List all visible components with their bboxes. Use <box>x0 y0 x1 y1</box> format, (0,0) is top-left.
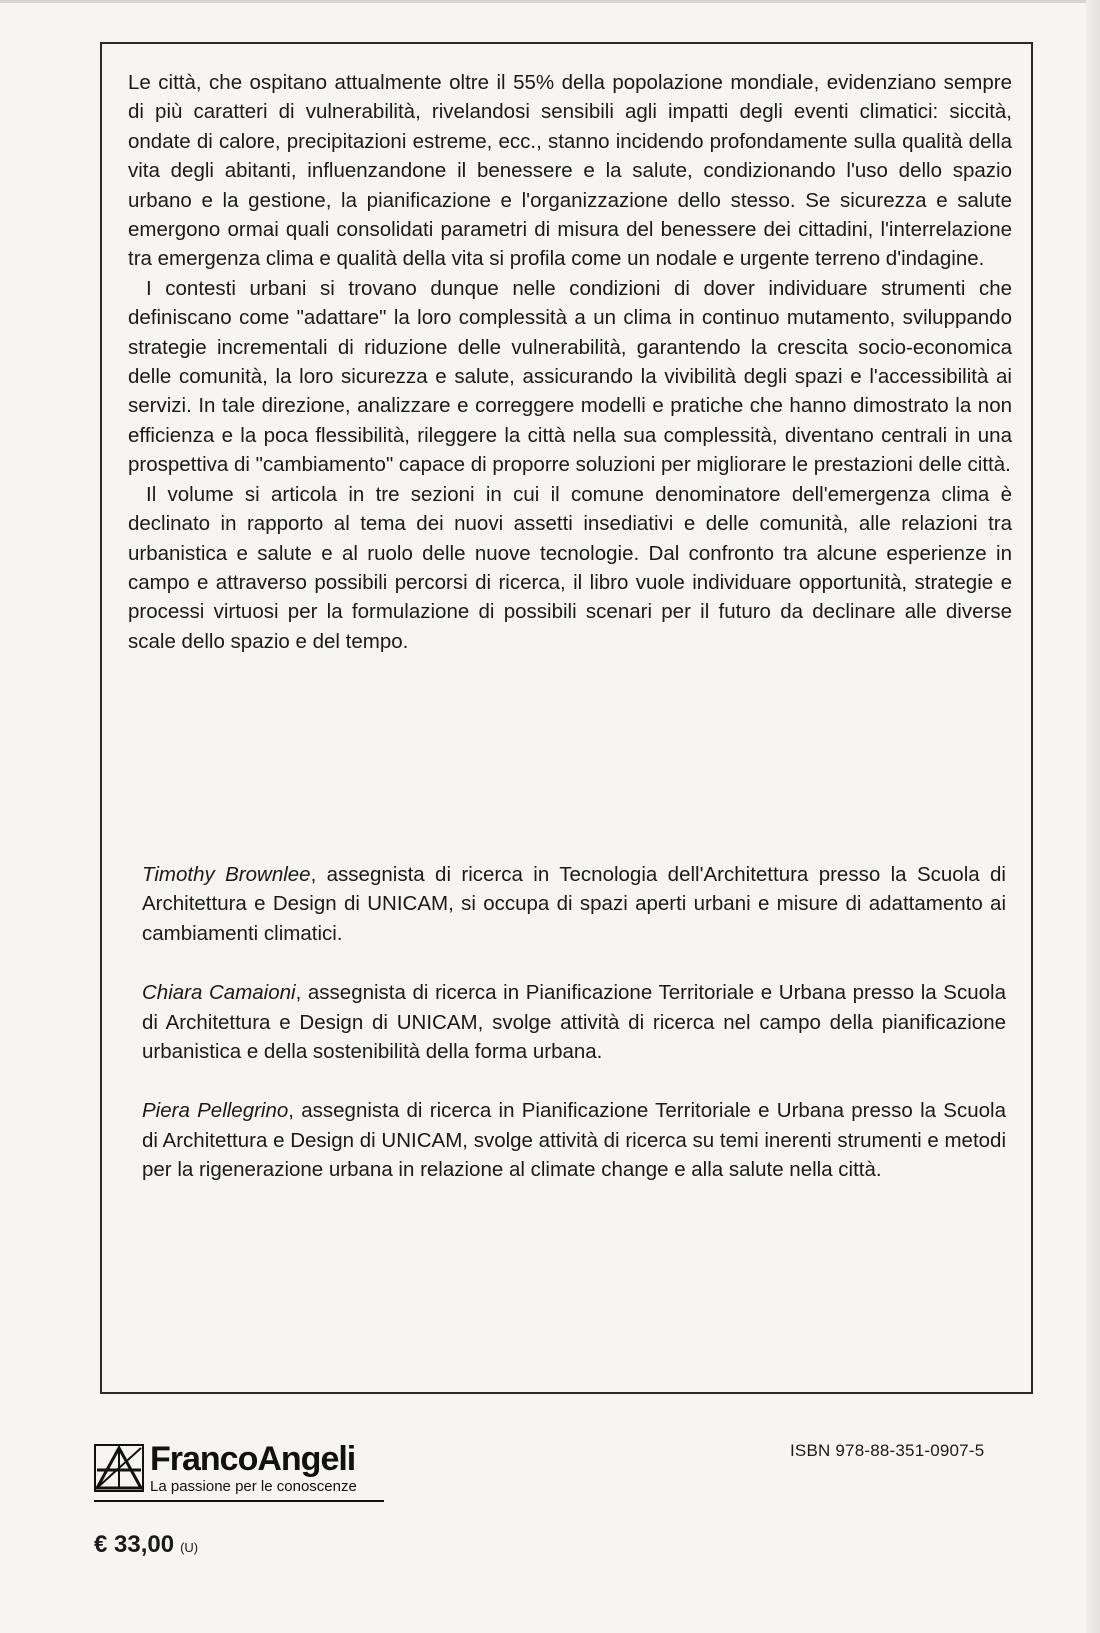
price-amount: € 33,00 <box>94 1531 175 1558</box>
author-bio-text: , assegnista di ricerca in Pianificazione Territoriale e Urbana presso la Scuola di Architettura e Design di UNICAM, svolge attività di ricerca su temi inerenti strumenti e metodi per la rigenerazione urbana in relazione al climate change e alla salute nella città. <box>142 1099 1006 1182</box>
francoangeli-logo-icon <box>94 1444 144 1492</box>
publisher-name: FrancoAngeli <box>150 1440 356 1478</box>
blurb-paragraph-1: Le città, che ospitano attualmente oltre il 55% della popolazione mondiale, evidenziano sempre di più caratteri di vulnerabilità, rivelandosi sensibili agli impatti degli eventi climatici: siccità, ondate di calore, precipitazioni estreme, ecc., stanno incidendo profondamente sulla qualità della vita degli abitanti, influenzandone il benessere e la salute, condizionando l'uso dello spazio urbano e la gestione, la pianificazione e l'organizzazione dello stesso. Se sicurezza e salute emergono ormai quali consolidati parametri di misura del benessere dei cittadini, l'interrelazione tra emergenza clima e qualità della vita si profila come un nodale e urgente terreno d'indagine. <box>128 71 1012 271</box>
author-bios <box>142 860 1006 1215</box>
author-bio-text: , assegnista di ricerca in Pianificazione Territoriale e Urbana presso la Scuola di Architettura e Design di UNICAM, svolge attività di ricerca nel campo della pianificazione urbanistica e della sostenibilità della forma urbana. <box>142 981 1006 1064</box>
price-tag <box>94 1531 198 1559</box>
isbn-code: ISBN 978-88-351-0907-5 <box>790 1441 985 1460</box>
author-bio <box>142 860 1006 948</box>
publisher-tagline: La passione per le conoscenze <box>150 1478 357 1495</box>
author-bio <box>142 1096 1006 1184</box>
price-code: (U) <box>180 1540 199 1555</box>
blurb-paragraph-3: Il volume si articola in tre sezioni in cui il comune denominatore dell'emergenza clima è declinato in rapporto al tema dei nuovi assetti insediativi e delle comunità, alle relazioni tra urbanistica e salute e al ruolo delle nuove tecnologie. Dal confronto tra alcune esperienze in campo e attraverso possibili percorsi di ricerca, il libro vuole individuare opportunità, strategie e processi virtuosi per la formulazione di possibili scenari per il futuro da declinare alle diverse scale dello spazio e del tempo. <box>128 482 1012 653</box>
publisher-logo <box>94 1440 384 1514</box>
author-name: Piera Pellegrino <box>142 1099 289 1123</box>
logo-underline <box>94 1500 384 1502</box>
page-right-edge <box>1086 0 1100 1633</box>
author-bio-text: , assegnista di ricerca in Tecnologia dell'Architettura presso la Scuola di Architettura e Design di UNICAM, si occupa di spazi aperti urbani e misure di adattamento ai cambiamenti climatici. <box>142 863 1006 945</box>
page-top-edge <box>0 0 1100 3</box>
blurb-paragraph-2: I contesti urbani si trovano dunque nelle condizioni di dover individuare strumenti che definiscano come "adattare" la loro complessità a un clima in continuo mutamento, sviluppando strategie incrementali di riduzione delle vulnerabilità, garantendo la crescita socio-economica delle comunità, la loro sicurezza e salute, assicurando la vivibilità degli spazi e l'accessibilità ai servizi. In tale direzione, analizzare e correggere modelli e pratiche che hanno dimostrato la non efficienza e la poca flessibilità, rileggere la città nella sua complessità, diventano centrali in una prospettiva di "cambiamento" capace di proporre soluzioni per migliorare le prestazioni delle città. <box>128 276 1012 477</box>
author-bio <box>142 978 1006 1066</box>
author-name: Timothy Brownlee <box>142 863 311 886</box>
back-cover-blurb <box>128 68 1012 656</box>
author-name: Chiara Camaioni <box>142 981 296 1005</box>
